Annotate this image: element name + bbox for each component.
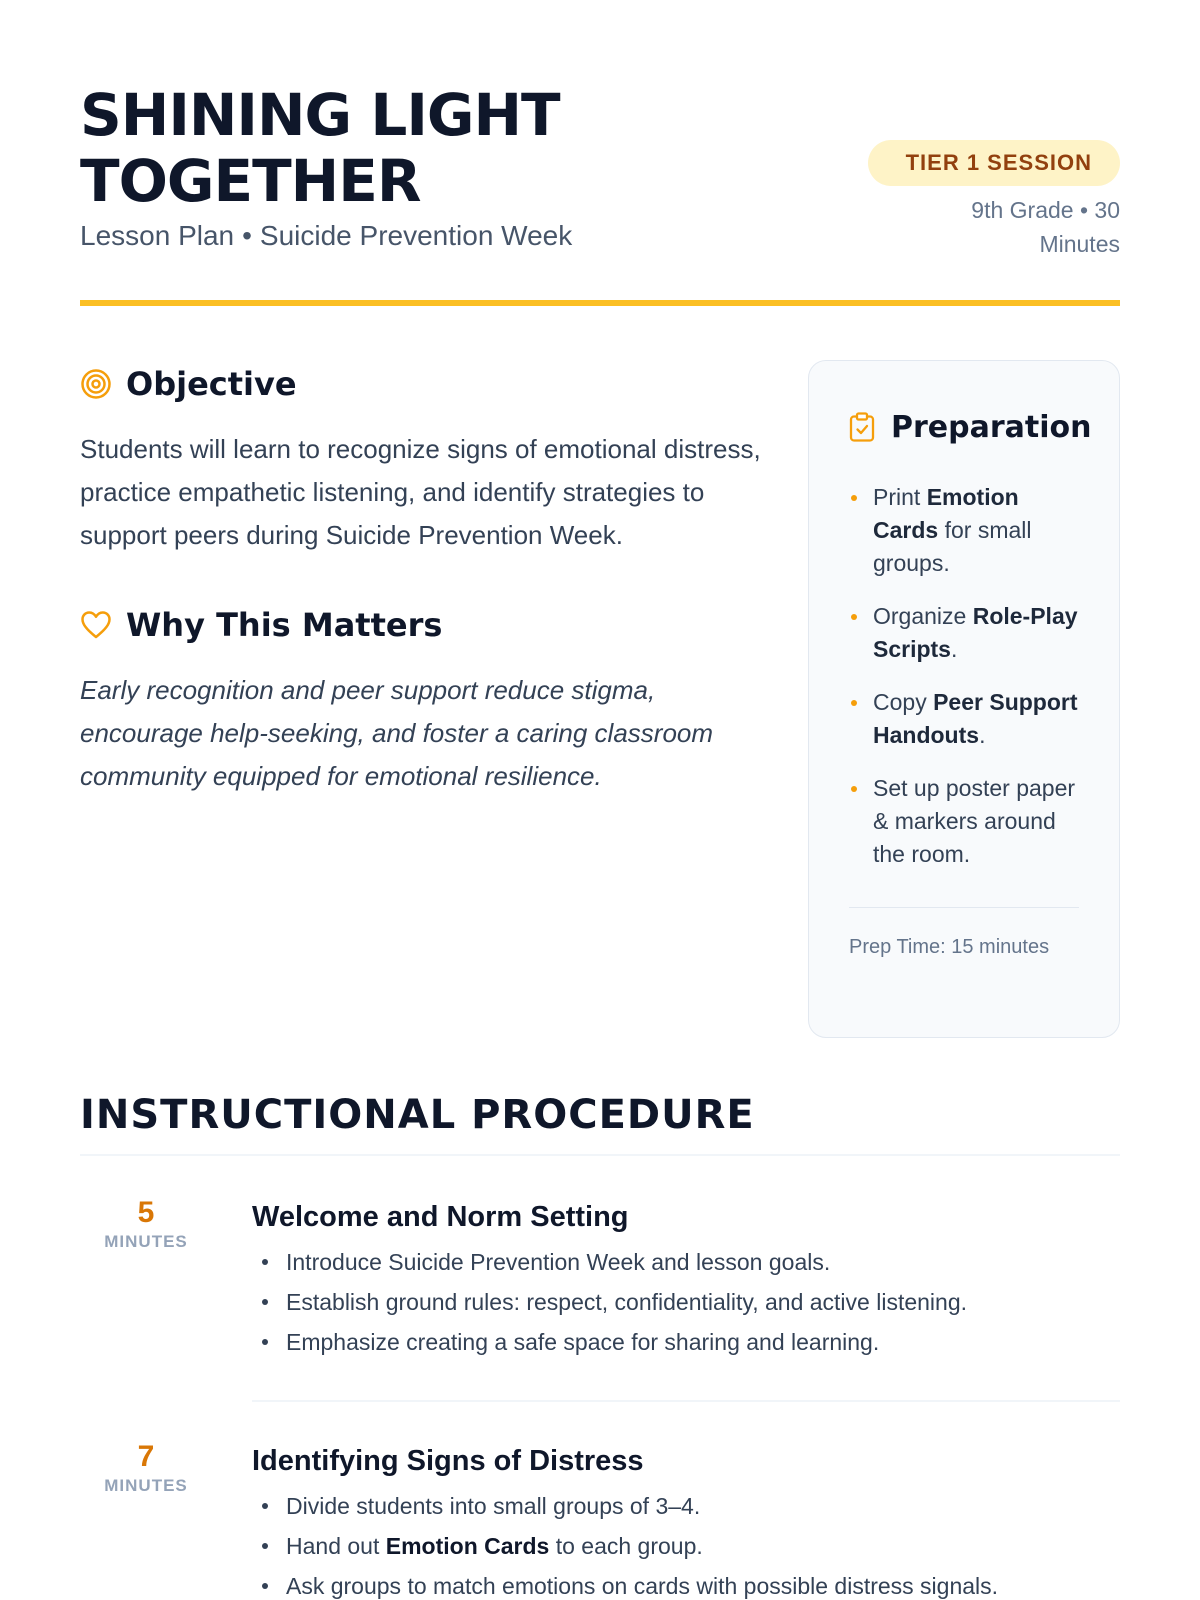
list-item — [252, 1566, 1120, 1600]
objective-text: Students will learn to recognize signs of emotional distress, practice empathetic listening, and identify strategies to support peers during Suicide Prevention Week. — [80, 434, 761, 550]
objective-heading — [80, 360, 770, 408]
bullet-icon — [262, 1299, 268, 1305]
list-item — [252, 1526, 1120, 1566]
bullet-icon — [851, 495, 857, 501]
preparation-heading — [849, 403, 1092, 451]
item-text-end: . — [950, 636, 958, 662]
item-text-end: for small groups. — [873, 517, 1032, 576]
page-title — [80, 82, 700, 214]
procedure-title: INSTRUCTIONAL PROCEDURE — [80, 1092, 1120, 1156]
title-line-2: TOGETHER — [80, 147, 421, 215]
item-text: Establish ground rules: respect, confidentiality, and active listening. — [286, 1289, 968, 1315]
step-duration — [80, 1440, 212, 1496]
procedure-section — [80, 1092, 1120, 1600]
subtitle-event: Suicide Prevention Week — [259, 220, 573, 251]
item-text: Hand out — [286, 1533, 386, 1559]
bullet-icon — [262, 1503, 268, 1509]
list-item — [252, 1322, 1120, 1362]
step-title: Welcome and Norm Setting — [252, 1201, 629, 1233]
item-text: Copy — [873, 689, 934, 715]
item-text-end: . — [979, 722, 986, 748]
objective-title: Objective — [126, 365, 297, 403]
list-item — [252, 1282, 1120, 1322]
why-heading — [80, 601, 770, 649]
step-minutes-unit: MINUTES — [104, 1476, 188, 1495]
preparation-title: Preparation — [891, 409, 1092, 445]
subtitle-separator: • — [242, 220, 252, 251]
target-icon — [80, 368, 112, 400]
preparation-list — [849, 481, 1079, 871]
bullet-icon — [262, 1259, 268, 1265]
lesson-plan-page — [80, 0, 1120, 1600]
why-text: Early recognition and peer support reduce stigma, encourage help-seeking, and foster a caring classroom community equipped for emotional resilience. — [80, 675, 714, 791]
bullet-icon — [851, 614, 857, 620]
list-item — [252, 1242, 1120, 1282]
procedure-step — [80, 1442, 1120, 1600]
item-text: Ask groups to match emotions on cards with possible distress signals. — [286, 1573, 999, 1599]
grade-duration-meta: 9th Grade • 30 Minutes — [971, 197, 1120, 257]
bullet-icon — [851, 700, 857, 706]
bullet-icon — [262, 1339, 268, 1345]
item-text-end: to each group. — [549, 1533, 703, 1559]
why-title: Why This Matters — [126, 606, 443, 644]
heart-icon — [80, 610, 112, 640]
step-minutes-unit: MINUTES — [104, 1232, 188, 1251]
tier-badge: TIER 1 SESSION — [868, 140, 1120, 186]
subtitle-doc-type: Lesson Plan — [80, 220, 235, 251]
step-minutes: 7 — [137, 1440, 155, 1473]
preparation-card — [808, 360, 1120, 1038]
step-minutes: 5 — [137, 1196, 155, 1229]
step-duration — [80, 1196, 212, 1252]
item-emphasis: Role-Play Scripts — [873, 603, 1078, 662]
item-text: Divide students into small groups of 3–4. — [286, 1493, 701, 1519]
clipboard-check-icon — [849, 412, 875, 442]
item-text: Introduce Suicide Prevention Week and lesson goals. — [286, 1249, 831, 1275]
page-subtitle — [80, 218, 572, 254]
list-item — [252, 1486, 1120, 1526]
bullet-icon — [262, 1543, 268, 1549]
item-text: Organize — [873, 603, 973, 629]
main-column — [80, 360, 770, 798]
bullet-icon — [851, 786, 857, 792]
bullet-icon — [262, 1583, 268, 1589]
step-list — [252, 1486, 1120, 1600]
item-emphasis: Emotion Cards — [385, 1533, 550, 1559]
item-text: Emphasize creating a safe space for sharing and learning. — [286, 1329, 880, 1355]
item-text: Set up poster paper & markers around the room. — [873, 775, 1076, 867]
list-item — [849, 600, 1079, 666]
list-item — [849, 772, 1079, 871]
step-list — [252, 1242, 1120, 1362]
prep-time: Prep Time: 15 minutes — [849, 936, 1050, 958]
item-emphasis: Emotion Cards — [873, 484, 1019, 543]
preparation-divider — [849, 907, 1079, 908]
item-emphasis: Peer Support Handouts — [873, 689, 1078, 748]
step-title: Identifying Signs of Distress — [252, 1445, 644, 1477]
lesson-header — [80, 0, 1120, 306]
step-divider — [252, 1400, 1120, 1402]
procedure-step — [80, 1198, 1120, 1362]
list-item — [849, 481, 1079, 580]
list-item — [849, 686, 1079, 752]
title-line-1: SHINING LIGHT — [80, 81, 560, 149]
item-text: Print — [873, 484, 927, 510]
